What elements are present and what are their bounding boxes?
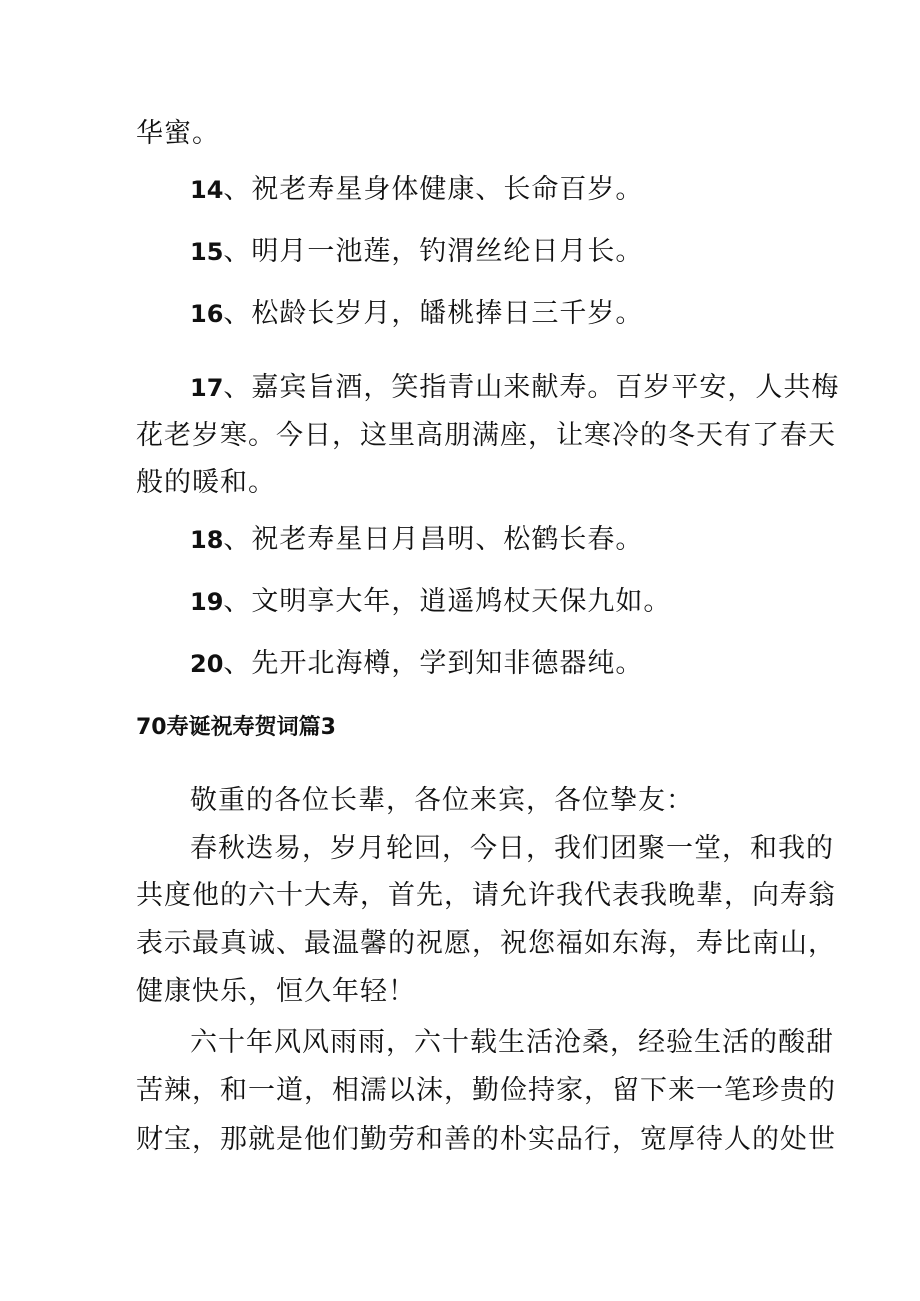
list-item-19 [190,586,671,618]
paragraph-line: 六十年风风雨雨，六十载生活沧桑，经验生活的酸甜 [190,1027,834,1058]
section-heading: 70寿诞祝寿贺词篇3 [136,715,336,740]
list-separator: 、 [223,298,252,329]
list-number: 17 [190,374,224,402]
list-item-16 [190,298,643,330]
list-number: 14 [190,176,224,204]
paragraph-line: 健康快乐，恒久年轻！ [136,976,416,1007]
list-separator: 、 [223,236,252,267]
list-separator: 、 [223,586,252,617]
list-separator: 、 [223,648,252,679]
paragraph-line: 财宝，那就是他们勤劳和善的朴实品行，宽厚待人的处世 [136,1124,836,1155]
list-text: 祝老寿星日月昌明、松鹤长春。 [251,524,644,555]
list-text: 松龄长岁月，皤桃捧日三千岁。 [251,298,644,329]
list-separator: 、 [223,174,252,205]
list-separator: 、 [223,524,252,555]
list-item-17-continuation: 花老岁寒。今日，这里高朋满座，让寒冷的冬天有了春天 [136,420,836,451]
list-text: 先开北海樽，学到知非德器纯。 [251,648,644,679]
top-fragment: 华蜜。 [136,118,220,149]
paragraph-line: 苦辣，和一道，相濡以沫，勤俭持家，留下来一笔珍贵的 [136,1075,836,1106]
list-item-15 [190,236,643,268]
list-text: 明月一池莲，钓渭丝纶日月长。 [251,236,644,267]
list-item-17-continuation: 般的暖和。 [136,467,276,498]
list-item-20 [190,648,643,680]
list-number: 15 [190,238,224,266]
paragraph-line: 共度他的六十大寿，首先，请允许我代表我晚辈，向寿翁 [136,880,836,911]
list-separator: 、 [223,372,252,403]
list-number: 19 [190,588,224,616]
list-number: 20 [190,650,224,678]
list-item-18 [190,524,643,556]
paragraph-line: 表示最真诚、最温馨的祝愿，祝您福如东海，寿比南山， [136,928,836,959]
list-item-17 [190,372,839,404]
list-text: 文明享大年，逍遥鸠杖天保九如。 [251,586,672,617]
list-number: 16 [190,300,224,328]
list-text-line: 嘉宾旨酒，笑指青山来献寿。百岁平安，人共梅 [251,372,840,403]
salutation: 敬重的各位长辈，各位来宾，各位挚友： [190,785,694,816]
list-item-14 [190,174,643,206]
list-text: 祝老寿星身体健康、长命百岁。 [251,174,644,205]
paragraph-line: 春秋迭易，岁月轮回，今日，我们团聚一堂，和我的 [190,833,834,864]
list-number: 18 [190,526,224,554]
